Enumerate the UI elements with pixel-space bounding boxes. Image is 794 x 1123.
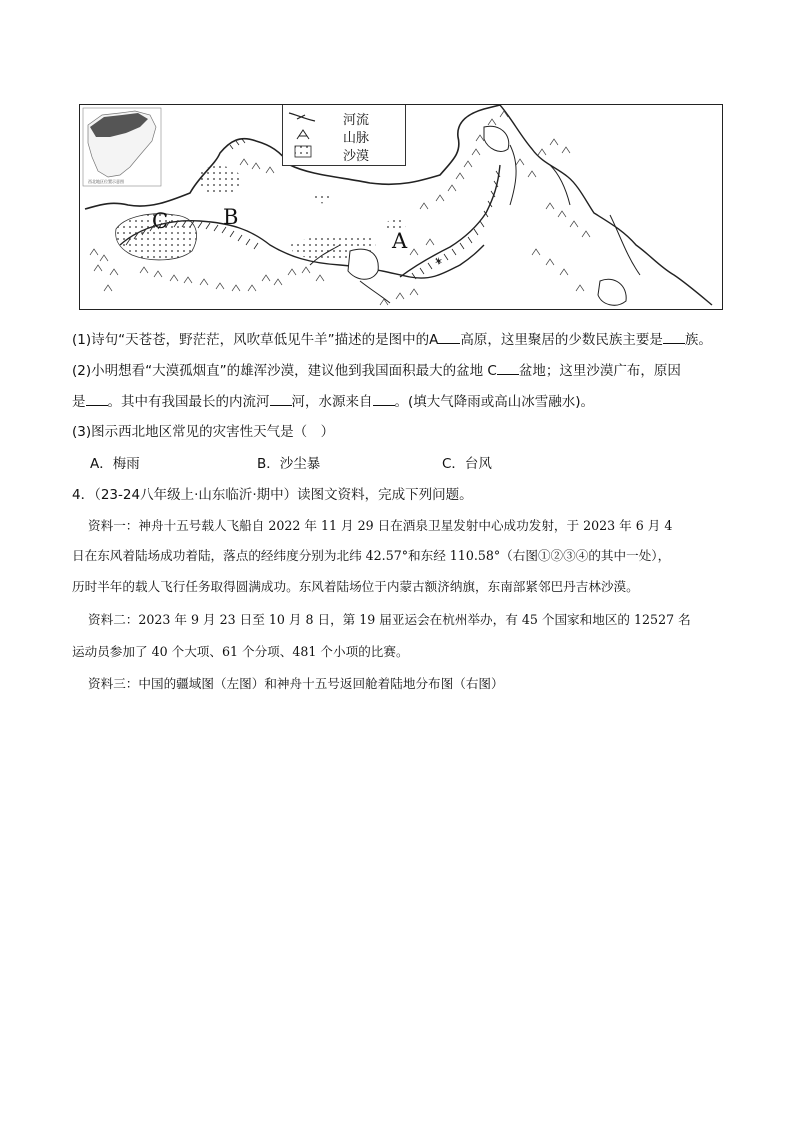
question-2: (2)小明想看“大漠孤烟直”的雄浑沙漠，建议他到我国面积最大的盆地 C 盆地；这里沙漠广布，原因	[72, 360, 681, 381]
map-legend	[282, 105, 406, 166]
map-label-a: A	[392, 229, 408, 253]
option-a: A．梅雨	[90, 456, 140, 472]
map-label-b: B	[223, 205, 239, 229]
northwest-map	[79, 104, 723, 310]
option-c: C．台风	[442, 456, 492, 472]
material-1-line-2: 日在东风着陆场成功着陆，落点的经纬度分别为北纬 42.57°和东经 110.58°（右图①②③④的其中一处），	[72, 548, 671, 563]
question-1: (1)诗句“天苍苍，野茫茫，风吹草低见牛羊”描述的是图中的A 高原，这里聚居的少数民族主要是 族。	[72, 329, 712, 350]
question-4-title: 4．（23-24八年级上·山东临沂·期中）读图文资料，完成下列问题。	[72, 487, 473, 503]
option-b: B．沙尘暴	[257, 456, 321, 472]
legend-desert: 沙漠	[287, 145, 369, 163]
material-2-line-2: 运动员参加了 40 个大项、61 个分项、481 个小项的比赛。	[72, 644, 409, 659]
question-2-cont: 是 。其中有我国最长的内流河 河，水源来自 。(填大气降雨或高山冰雪融水)。	[72, 391, 594, 412]
svg-text:✶: ✶	[434, 255, 444, 268]
legend-mountain: 山脉	[287, 127, 369, 145]
material-1-line-1: 资料一：神舟十五号载人飞船自 2022 年 11 月 29 日在酒泉卫星发射中心成功发射，于 2023 年 6 月 4	[88, 518, 673, 533]
material-1-line-3: 历时半年的载人飞行任务取得圆满成功。东风着陆场位于内蒙古额济纳旗，东南部紧邻巴丹吉林沙漠。	[72, 579, 639, 594]
svg-text:西北地区位置示意图: 西北地区位置示意图	[88, 179, 124, 184]
material-3: 资料三：中国的疆域图（左图）和神舟十五号返回舱着陆地分布图（右图）	[88, 676, 504, 691]
legend-river: 河流	[287, 109, 369, 127]
inset-china-map	[83, 108, 161, 186]
question-3: (3)图示西北地区常见的灾害性天气是（ ）	[72, 424, 335, 440]
material-2-line-1: 资料二：2023 年 9 月 23 日至 10 月 8 日，第 19 届亚运会在杭州举办，有 45 个国家和地区的 12527 名	[88, 612, 691, 627]
map-label-c: C	[152, 209, 169, 233]
